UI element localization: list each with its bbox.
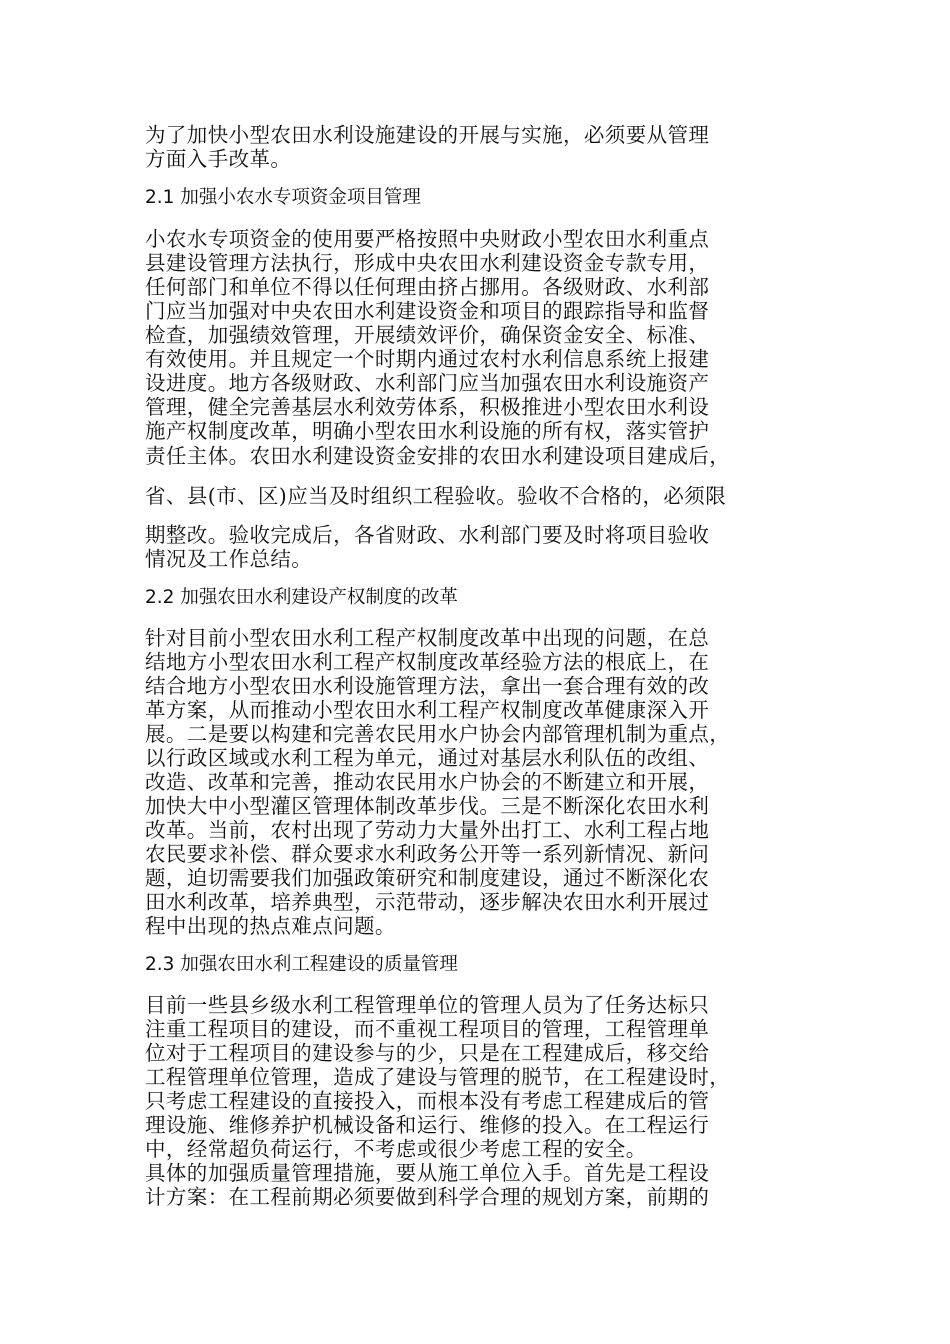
s1-line-6: 有效使用。并且规定一个时期内通过农村水利信息系统上报建: [145, 347, 710, 371]
s2-line-13: 程中出现的热点难点问题。: [145, 914, 396, 938]
s3-line-9: 计方案：在工程前期必须要做到科学合理的规划方案，前期的: [145, 1185, 710, 1209]
s1-line-11: 省、县(市、区)应当及时组织工程验收。验收不合格的，必须限: [145, 484, 727, 508]
section-heading-2-3: [145, 956, 458, 975]
s1-line-2: 县建设管理方法执行，形成中央农田水利建设资金专款专用，: [145, 251, 710, 275]
section-number: 2.3: [145, 954, 175, 975]
s3-line-7: 中，经常超负荷运行，不考虑或很少考虑工程的安全。: [145, 1137, 647, 1161]
intro-line-2: 方面入手改革。: [145, 147, 292, 171]
s3-line-4: 工程管理单位管理，造成了建设与管理的脱节，在工程建设时，: [145, 1065, 731, 1089]
section-heading-2-1: [145, 189, 421, 208]
s3-line-6: 理设施、维修养护机械设备和运行、维修的投入。在工程运行: [145, 1113, 710, 1137]
s2-line-2: 结地方小型农田水利工程产权制度改革经验方法的根底上，在: [145, 650, 710, 674]
s3-line-5: 只考虑工程建设的直接投入，而根本没有考虑工程建成后的管: [145, 1089, 710, 1113]
s2-line-8: 加快大中小型灌区管理体制改革步伐。三是不断深化农田水利: [145, 794, 710, 818]
s2-line-5: 展。二是要以构建和完善农民用水户协会内部管理机制为重点，: [145, 722, 731, 746]
s2-line-4: 革方案，从而推动小型农田水利工程产权制度改革健康深入开: [145, 698, 710, 722]
s2-line-1: 针对目前小型农田水利工程产权制度改革中出现的问题，在总: [145, 626, 710, 650]
s2-line-7: 改造、改革和完善，推动农民用水户协会的不断建立和开展，: [145, 770, 710, 794]
s3-line-2: 注重工程项目的建设，而不重视工程项目的管理，工程管理单: [145, 1017, 710, 1041]
s2-line-10: 农民要求补偿、群众要求水利政务公开等一系列新情况、新问: [145, 842, 710, 866]
section-heading-2-2: [145, 589, 458, 608]
s1-line-5: 检查，加强绩效管理，开展绩效评价，确保资金安全、标准、: [145, 323, 710, 347]
s1-line-12: 期整改。验收完成后，各省财政、水利部门要及时将项目验收: [145, 523, 710, 547]
section-title: 加强小农水专项资金项目管理: [180, 187, 421, 208]
s2-line-9: 改革。当前，农村出现了劳动力大量外出打工、水利工程占地: [145, 818, 710, 842]
s1-line-4: 门应当加强对中央农田水利建设资金和项目的跟踪指导和监督: [145, 299, 710, 323]
s1-line-13: 情况及工作总结。: [145, 547, 313, 571]
section-number: 2.2: [145, 587, 175, 608]
s3-line-8: 具体的加强质量管理措施，要从施工单位入手。首先是工程设: [145, 1161, 710, 1185]
s1-line-10: 责任主体。农田水利建设资金安排的农田水利建设项目建成后，: [145, 444, 731, 468]
section-number: 2.1: [145, 187, 175, 208]
intro-line-1: 为了加快小型农田水利设施建设的开展与实施，必须要从管理: [145, 123, 710, 147]
s2-line-3: 结合地方小型农田水利设施管理方法，拿出一套合理有效的改: [145, 674, 710, 698]
s3-line-1: 目前一些县乡级水利工程管理单位的管理人员为了任务达标只: [145, 993, 710, 1017]
s1-line-1: 小农水专项资金的使用要严格按照中央财政小型农田水利重点: [145, 227, 710, 251]
s1-line-7: 设进度。地方各级财政、水利部门应当加强农田水利设施资产: [145, 371, 710, 395]
s1-line-9: 施产权制度改革，明确小型农田水利设施的所有权，落实管护: [145, 419, 710, 443]
s2-line-12: 田水利改革，培养典型，示范带动，逐步解决农田水利开展过: [145, 890, 710, 914]
s1-line-8: 管理，健全完善基层水利效劳体系，积极推进小型农田水利设: [145, 395, 710, 419]
s1-line-3: 任何部门和单位不得以任何理由挤占挪用。各级财政、水利部: [145, 275, 710, 299]
s2-line-11: 题，迫切需要我们加强政策研究和制度建设，通过不断深化农: [145, 866, 710, 890]
s3-line-3: 位对于工程项目的建设参与的少，只是在工程建成后，移交给: [145, 1041, 710, 1065]
s2-line-6: 以行政区域或水利工程为单元，通过对基层水利队伍的改组、: [145, 746, 710, 770]
section-title: 加强农田水利工程建设的质量管理: [180, 954, 458, 975]
section-title: 加强农田水利建设产权制度的改革: [180, 587, 458, 608]
